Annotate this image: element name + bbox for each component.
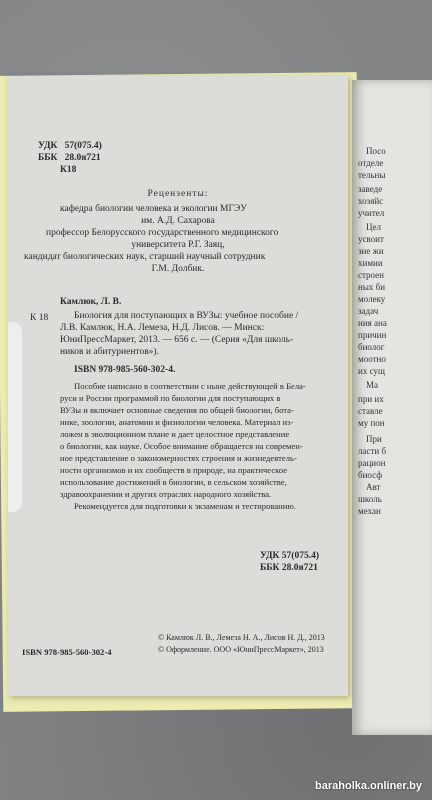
- reviewer-line: кафедра биологии человека и экологии МГЭУ: [60, 204, 247, 214]
- right-page-text-fragment: при их: [358, 394, 384, 404]
- right-page-text-fragment: биосф: [358, 470, 383, 480]
- footer-isbn: ISBN 978-985-560-302-4: [22, 647, 112, 657]
- right-page-text-fragment: му пон: [358, 418, 385, 428]
- right-page-text-fragment: Посо: [366, 146, 386, 156]
- right-page-text-fragment: ния ана: [358, 318, 387, 328]
- right-page-text-fragment: ставле: [358, 406, 383, 416]
- annotation-line: ное представление о закономерностях строения и жизнедеятель-: [60, 453, 297, 463]
- right-page-text-fragment: Цел: [366, 222, 381, 232]
- right-page-text-fragment: усвоит: [358, 234, 384, 244]
- site-watermark: baraholka.onliner.by: [315, 780, 422, 792]
- right-page-text-fragment: Авт: [366, 482, 381, 492]
- copyright-authors: © Камлюк Л. В., Лемеза Н. А., Лисов Н. Д., 2013: [158, 633, 325, 642]
- reviewer-line: университета Р.Г. Заяц,: [131, 240, 225, 250]
- annotation-line: ВУЗы и включает основные сведения по общей биологии, бота-: [60, 405, 294, 415]
- annotation-line: о биологии, как науке. Особое внимание обращается на современ-: [60, 441, 303, 451]
- right-page-text-fragment: При: [366, 434, 382, 444]
- reviewer-line: им. А.Д. Сахарова: [141, 216, 215, 226]
- right-page-text-fragment: отделе: [358, 158, 384, 168]
- right-page-text-fragment: механ: [358, 506, 381, 516]
- reviewer-line: кандидат биологических наук, старший научный сотрудник: [24, 252, 266, 262]
- annotation-line: нике, зоологии, анатомии и физиологии человека. Материал из-: [60, 417, 294, 427]
- right-page-text-fragment: их сущ: [358, 366, 385, 376]
- right-page-text-fragment: Ма: [366, 380, 378, 390]
- copyright-design: © Оформление. ООО «ЮниПрессМаркет», 2013: [158, 645, 324, 654]
- author-mark-top: К18: [60, 165, 77, 175]
- catalog-description-line: Биология для поступающих в ВУЗы: учебное пособие /: [74, 311, 299, 321]
- ring-hook: [8, 322, 22, 512]
- catalog-description-line: Л.В. Камлюк, Н.А. Лемеза, Н.Д. Лисов. — Минск:: [60, 323, 265, 333]
- reviewer-line: профессор Белорусского государственного медицинского: [46, 228, 279, 238]
- annotation-line: Пособие написано в соответствии с ныне действующей в Бела-: [74, 381, 306, 391]
- right-page: [352, 80, 432, 735]
- right-page-text-fragment: задач: [358, 306, 379, 316]
- bottom-udk: УДК 57(075.4): [260, 551, 320, 561]
- annotation-line: здравоохранении и других отраслях народного хозяйства.: [60, 489, 272, 499]
- bbk-line: ББК 28.0я721: [38, 153, 101, 163]
- right-page-text-fragment: молеку: [358, 294, 386, 304]
- right-page-text-fragment: причин: [358, 330, 387, 340]
- udk-line: УДК 57(075.4): [38, 141, 102, 151]
- reviewer-line: Г.М. Долбик.: [151, 264, 205, 274]
- right-page-text-fragment: заведе: [358, 184, 383, 194]
- right-page-text-fragment: хозяйс: [358, 196, 384, 206]
- right-page-text-fragment: ных би: [358, 282, 386, 292]
- catalog-author: Камлюк, Л. В.: [60, 297, 122, 307]
- catalog-mark: К 18: [30, 313, 49, 323]
- annotation-line: использование достижений в биологии, в сельском хозяйстве,: [60, 477, 287, 487]
- annotation-line: Рекомендуется для подготовки к экзаменам и тестированию.: [74, 501, 296, 511]
- bottom-bbk: ББК 28.0я721: [260, 563, 318, 573]
- right-page-text-fragment: ласти б: [358, 446, 387, 456]
- annotation-line: руси и России программой по биологии для поступающих в: [60, 393, 281, 403]
- catalog-isbn: ISBN 978-985-560-302-4.: [74, 365, 176, 375]
- reviewers-heading: Рецензенты:: [147, 189, 209, 199]
- right-page-text-fragment: химии: [358, 258, 383, 268]
- right-page-text-fragment: рацион: [358, 458, 386, 468]
- annotation-line: ложен в эволюционном плане и дает целостное представление: [60, 429, 290, 439]
- right-page-text-fragment: школь: [358, 494, 382, 504]
- right-page-text-fragment: биолог: [358, 342, 385, 352]
- title-page-verso: [8, 76, 348, 696]
- right-page-text-fragment: тельны: [358, 170, 386, 180]
- catalog-description-line: ЮниПрессМаркет, 2013. — 656 с. — (Серия «Для школь-: [60, 335, 294, 345]
- catalog-description-line: ников и абитуриентов»).: [60, 347, 159, 357]
- right-page-text-fragment: зие жи: [358, 246, 384, 256]
- right-page-text-fragment: учител: [358, 208, 385, 218]
- right-page-text-fragment: строен: [358, 270, 384, 280]
- right-page-text-fragment: моотно: [358, 354, 386, 364]
- annotation-line: ности организмов и их сообществ в природе, на практическое: [60, 465, 288, 475]
